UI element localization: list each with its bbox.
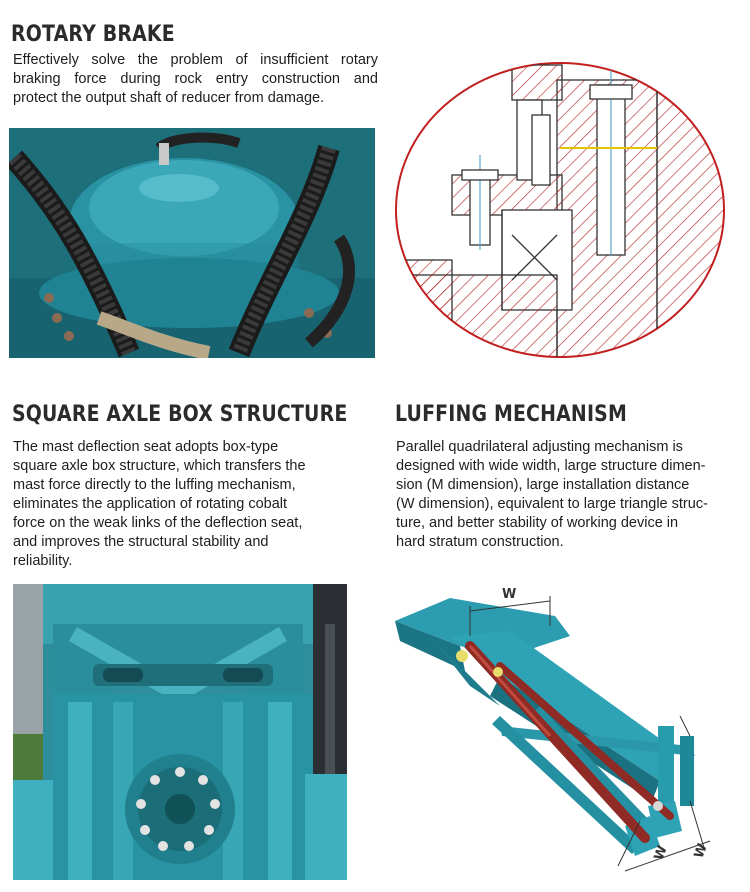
text-line: Effectively solve the problem of insufficient rotary bbox=[13, 52, 378, 68]
text-line: square axle box structure, which transfers the bbox=[13, 458, 306, 474]
luffing-mechanism-title: LUFFING MECHANISM bbox=[395, 402, 627, 427]
luffing-mechanism-rendering bbox=[390, 576, 730, 888]
rotary-brake-description bbox=[13, 51, 378, 108]
brake-cross-section-drawing bbox=[392, 60, 728, 360]
text-line: designed with wide width, large structure dimen- bbox=[396, 458, 706, 474]
text-line: force on the weak links of the deflection seat, bbox=[13, 515, 303, 531]
text-line: sion (M dimension), large installation distance bbox=[396, 477, 690, 493]
rotary-brake-photo bbox=[9, 128, 375, 358]
rotary-brake-title: ROTARY BRAKE bbox=[11, 22, 175, 47]
luffing-mechanism-description bbox=[396, 438, 741, 552]
text-line: and improves the structural stability and bbox=[13, 534, 269, 550]
square-axle-title: SQUARE AXLE BOX STRUCTURE bbox=[12, 402, 348, 427]
text-line: reliability. bbox=[13, 553, 73, 569]
text-line: Parallel quadrilateral adjusting mechanism is bbox=[396, 439, 683, 455]
w-dimension-bottom-2: W bbox=[691, 841, 711, 861]
text-line: ture, and better stability of working device in bbox=[396, 515, 679, 531]
text-line: protect the output shaft of reducer from damage. bbox=[13, 90, 325, 106]
text-line: eliminates the application of rotating cobalt bbox=[13, 496, 288, 512]
square-axle-box-photo bbox=[13, 584, 347, 880]
text-line: The mast deflection seat adopts box-type bbox=[13, 439, 279, 455]
text-line: braking force during rock entry construction and bbox=[13, 71, 378, 87]
text-line: hard stratum construction. bbox=[396, 534, 564, 550]
w-dimension-top: W bbox=[502, 587, 517, 602]
w-dimension-bottom-1: W bbox=[651, 843, 671, 863]
square-axle-description bbox=[13, 438, 363, 571]
text-line: (W dimension), equivalent to large triangle struc- bbox=[396, 496, 708, 512]
text-line: mast force directly to the luffing mechanism, bbox=[13, 477, 296, 493]
